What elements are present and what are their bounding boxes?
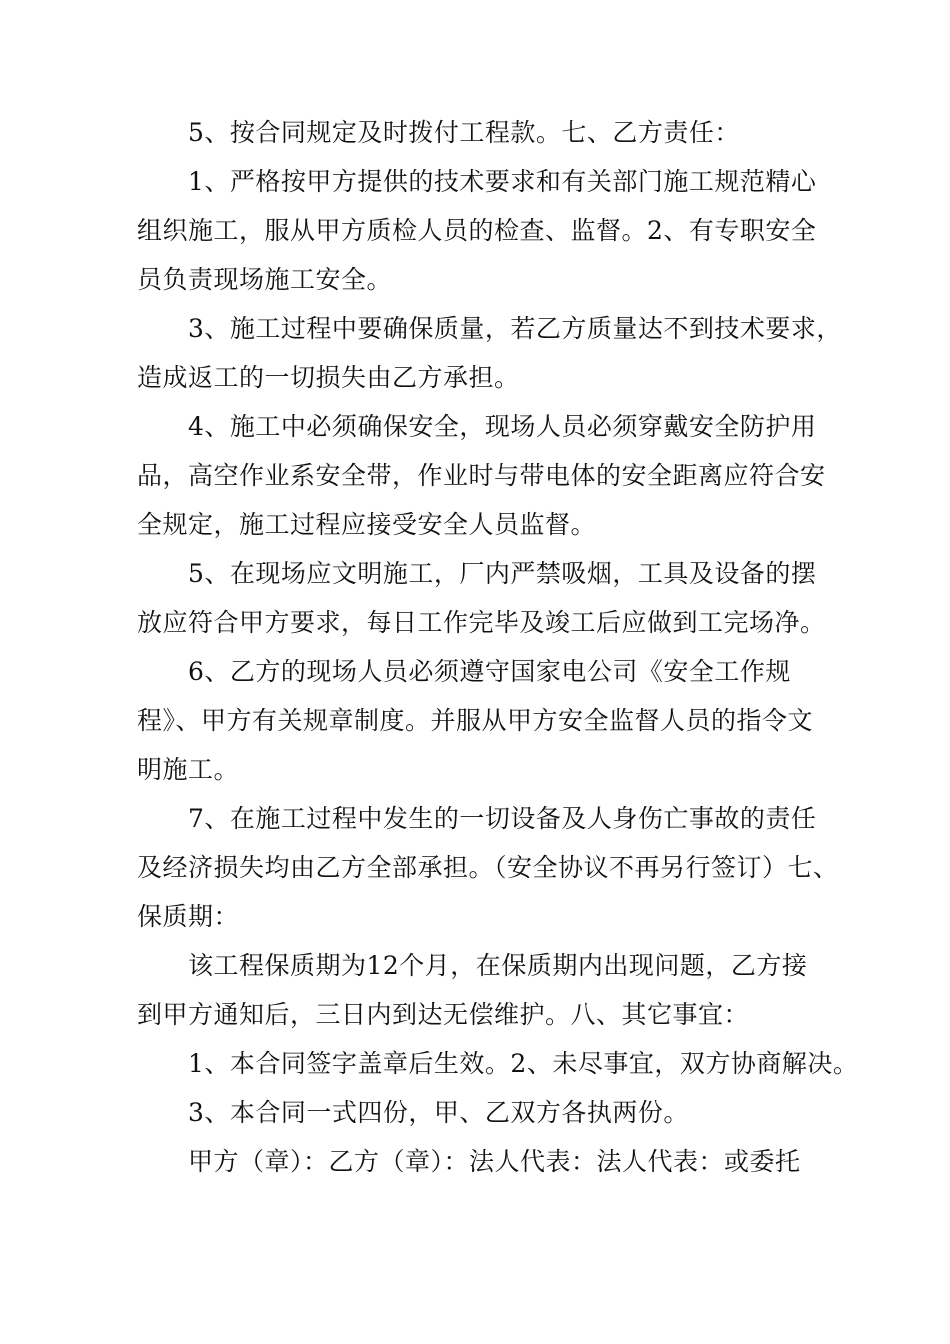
text-line: 3、本合同一式四份，甲、乙双方各执两份。 <box>188 1098 689 1127</box>
paragraph-quality <box>137 304 842 402</box>
paragraph-liability <box>137 794 837 941</box>
text-line: 放应符合甲方要求，每日工作完毕及竣工后应做到工完场净。 <box>137 608 826 637</box>
paragraph-construction-requirements <box>137 157 837 304</box>
text-line: 造成返工的一切损失由乙方承担。 <box>137 363 520 392</box>
text-line: 5、按合同规定及时拨付工程款。七、乙方责任： <box>188 118 740 147</box>
text-line: 全规定，施工过程应接受安全人员监督。 <box>137 510 597 539</box>
text-line: 3、施工过程中要确保质量，若乙方质量达不到技术要求， <box>188 314 842 343</box>
paragraph-civilized-construction <box>137 549 837 647</box>
text-line: 组织施工，服从甲方质检人员的检查、监督。2、有专职安全 <box>137 216 817 245</box>
text-line: 明施工。 <box>137 755 240 784</box>
text-line: 员负责现场施工安全。 <box>137 265 393 294</box>
text-line: 及经济损失均由乙方全部承担。（安全协议不再另行签订）七、 <box>137 853 839 882</box>
text-line: 4、施工中必须确保安全，现场人员必须穿戴安全防护用 <box>188 412 817 441</box>
text-line: 1、严格按甲方提供的技术要求和有关部门施工规范精心 <box>188 167 817 196</box>
text-line: 7、在施工过程中发生的一切设备及人身伤亡事故的责任 <box>188 804 817 833</box>
paragraph-warranty <box>137 941 837 1039</box>
text-line: 到甲方通知后，三日内到达无偿维护。八、其它事宜： <box>137 1000 750 1029</box>
text-line: 该工程保质期为12个月，在保质期内出现问题，乙方接 <box>188 951 808 980</box>
text-line: 1、本合同签字盖章后生效。2、未尽事宜，双方协商解决。 <box>188 1049 859 1078</box>
text-line: 品，高空作业系安全带，作业时与带电体的安全距离应符合安 <box>137 461 826 490</box>
text-line: 甲方（章）：乙方（章）：法人代表：法人代表：或委托 <box>188 1147 801 1176</box>
paragraph-signatures <box>137 1137 837 1186</box>
text-line: 5、在现场应文明施工，厂内严禁吸烟，工具及设备的摆 <box>188 559 817 588</box>
document-body <box>137 108 859 1186</box>
paragraph-copies <box>137 1088 837 1137</box>
text-line: 6、乙方的现场人员必须遵守国家电公司《安全工作规 <box>188 657 791 686</box>
paragraph-effective <box>137 1039 859 1088</box>
text-line: 保质期： <box>137 902 240 931</box>
paragraph-safety <box>137 402 837 549</box>
paragraph-regulations <box>137 647 837 794</box>
paragraph-payment <box>137 108 837 157</box>
text-line: 程》、甲方有关规章制度。并服从甲方安全监督人员的指令文 <box>137 706 814 735</box>
